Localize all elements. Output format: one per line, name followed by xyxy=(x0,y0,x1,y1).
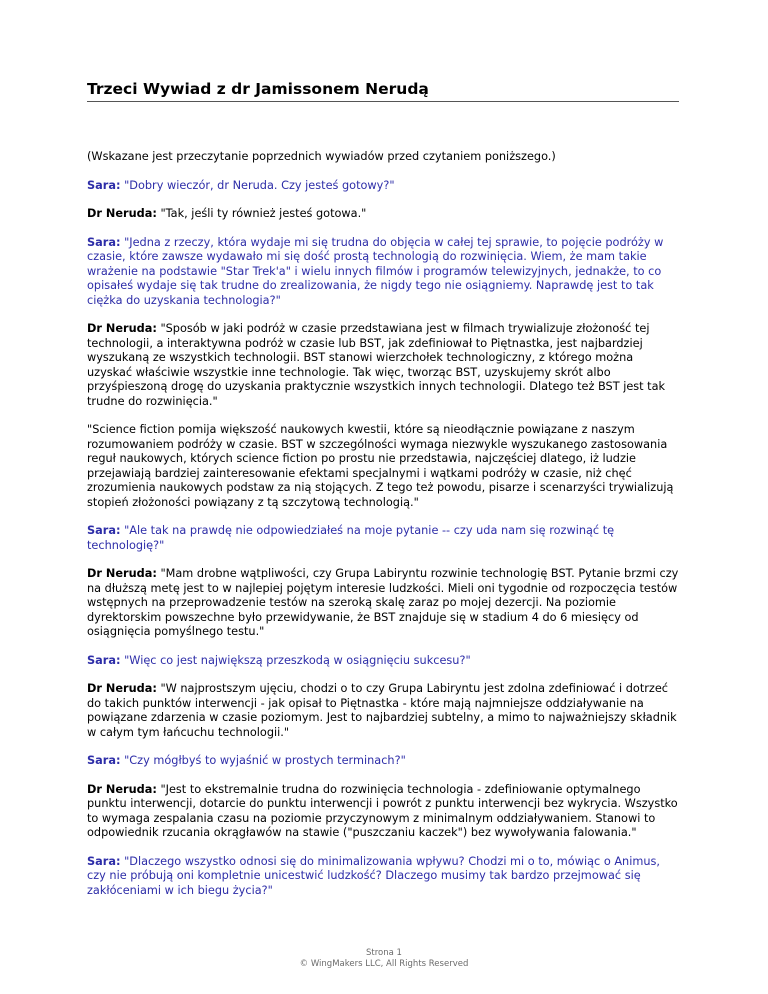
speaker-label: Sara: xyxy=(87,178,121,192)
dialogue-paragraph xyxy=(87,423,679,510)
dialogue-paragraph xyxy=(87,236,679,309)
speaker-label: Sara: xyxy=(87,854,121,868)
intro-note: (Wskazane jest przeczytanie poprzednich wywiadów przed czytaniem poniższego.) xyxy=(87,150,556,163)
dialogue-paragraph xyxy=(87,524,679,553)
dialogue-paragraph xyxy=(87,754,679,769)
dialogue-text: "Jedna z rzeczy, która wydaje mi się trudna do objęcia w całej tej sprawie, to pojęcie podróży w czasie, które zawsze wydawało mi się dość prostą technologią do rozwinięcia. Wiem, że mam takie wrażenie na podstawie "Star Trek'a" i wielu innych filmów i programów telewizyjnych, jednakże, to co opisałeś wydaje się tak trudne do zrealizowania, że nigdy tego nie osiągniemy. Naprawdę jest to tak ciężka do uzyskania technologia?" xyxy=(87,235,664,307)
speaker-label: Dr Neruda: xyxy=(87,782,157,796)
document-title: Trzeci Wywiad z dr Jamissonem Nerudą xyxy=(87,79,679,102)
speaker-label: Sara: xyxy=(87,235,121,249)
dialogue-text: "Jest to ekstremalnie trudna do rozwinięcia technologia - zdefiniowanie optymalnego punktu interwencji, dotarcie do punktu interwencji i powrót z punktu interwencji bez wykrycia. Wszystko to wymaga zespalania czasu na poziomie przyczynowym z minimalnym oddziaływaniem. Stanowi to odpowiednik rzucania okrągławów na stawie ("puszczaniu kaczek") bez wywoływania falowania." xyxy=(87,782,678,839)
dialogue-text: "Tak, jeśli ty również jesteś gotowa." xyxy=(160,207,367,220)
copyright-notice: © WingMakers LLC, All Rights Reserved xyxy=(299,959,469,969)
dialogue-paragraph xyxy=(87,855,679,899)
speaker-label: Sara: xyxy=(87,653,121,667)
dialogue-text: "Dlaczego wszystko odnosi się do minimalizowania wpływu? Chodzi mi o to, mówiąc o Animus, czy nie próbują oni kompletnie unicestwić ludzkość? Dlaczego musimy tak bardzo przejmować się zakłóceniami w ich biegu życia?" xyxy=(87,854,660,897)
dialogue-paragraph xyxy=(87,783,679,841)
dialogue-text: "Sposób w jaki podróż w czasie przedstawiana jest w filmach trywializuje złożoność tej technologii, a interaktywna podróż w czasie lub BST, jak zdefiniował to Piętnastka, jest najbardziej wyszukaną ze wszystkich technologii. BST stanowi wierzchołek technologiczny, z którego można uzyskać właściwie wszystkie inne technologie. Tak więc, tworząc BST, uzyskujemy skrót albo przyśpieszoną drogę do uzyskania praktycznie wszystkich innych technologii. Dlatego też BST jest tak trudne do rozwinięcia." xyxy=(87,322,666,408)
dialogue-paragraph xyxy=(87,567,679,640)
dialogue-paragraph xyxy=(87,179,679,194)
speaker-label: Dr Neruda: xyxy=(87,682,157,695)
speaker-label: Dr Neruda: xyxy=(87,567,157,580)
dialogue-text: "W najprostszym ujęciu, chodzi o to czy Grupa Labiryntu jest zdolna zdefiniować i dotrzeć do takich punktów interwencji - jak opisał to Piętnastka - które mają najmniejsze oddziaływanie na powiązane zdarzenia w czasie poziomym. Jest to najbardziej subtelny, a mimo to najważniejszy składnik w całym tym łańcuchu technologii." xyxy=(87,682,677,739)
dialogue-text: "Mam drobne wątpliwości, czy Grupa Labiryntu rozwinie technologię BST. Pytanie brzmi czy na dłuższą metę jest to w najlepiej pojętym interesie ludzkości. Mieli oni tygodnie od rozpoczęcia testów wstępnych na przeprowadzenie testów na szeroką skalę zaraz po mojej dezercji. Na poziomie dyrektorskim powszechne było przewidywanie, że BST znajduje się w stadium 4 do 6 miesięcy od osiągnięcia pomyślnego testu." xyxy=(87,567,679,638)
dialogue-text: "Ale tak na prawdę nie odpowiedziałeś na moje pytanie -- czy uda nam się rozwinąć tę technologię?" xyxy=(87,524,615,552)
dialogue-text: "Czy mógłbyś to wyjaśnić w prostych terminach?" xyxy=(124,754,406,767)
page-footer xyxy=(0,948,768,970)
speaker-label: Sara: xyxy=(87,754,121,767)
speaker-label: Sara: xyxy=(87,524,121,537)
document-body xyxy=(87,150,679,912)
dialogue-paragraph xyxy=(87,654,679,669)
speaker-label: Dr Neruda: xyxy=(87,207,157,220)
dialogue-paragraph xyxy=(87,682,679,740)
dialogue-text: "Więc co jest największą przeszkodą w osiągnięciu sukcesu?" xyxy=(124,653,471,667)
dialogue-paragraph xyxy=(87,322,679,409)
page-number: Strona 1 xyxy=(366,948,402,958)
dialogue-text: "Dobry wieczór, dr Neruda. Czy jesteś gotowy?" xyxy=(124,178,395,192)
dialogue-text: "Science fiction pomija większość naukowych kwestii, które są nieodłącznie powiązane z naszym rozumowaniem podróży w czasie. BST w szczególności wymaga niezwykle wyszukanego zastosowania reguł naukowych, których science fiction po prostu nie przedstawia, najczęściej dlatego, iż ludzie przejawiają bardziej zainteresowanie efektami specjalnymi i wątkami podróży w czasie, niż chęć zrozumienia naukowych podstaw za nią stojących. Z tego też powodu, pisarze i scenarzyści trywializują stopień złożoności powiązany z tą szczytową technologią." xyxy=(87,423,674,509)
speaker-label: Dr Neruda: xyxy=(87,322,157,335)
dialogue-paragraph xyxy=(87,207,679,222)
